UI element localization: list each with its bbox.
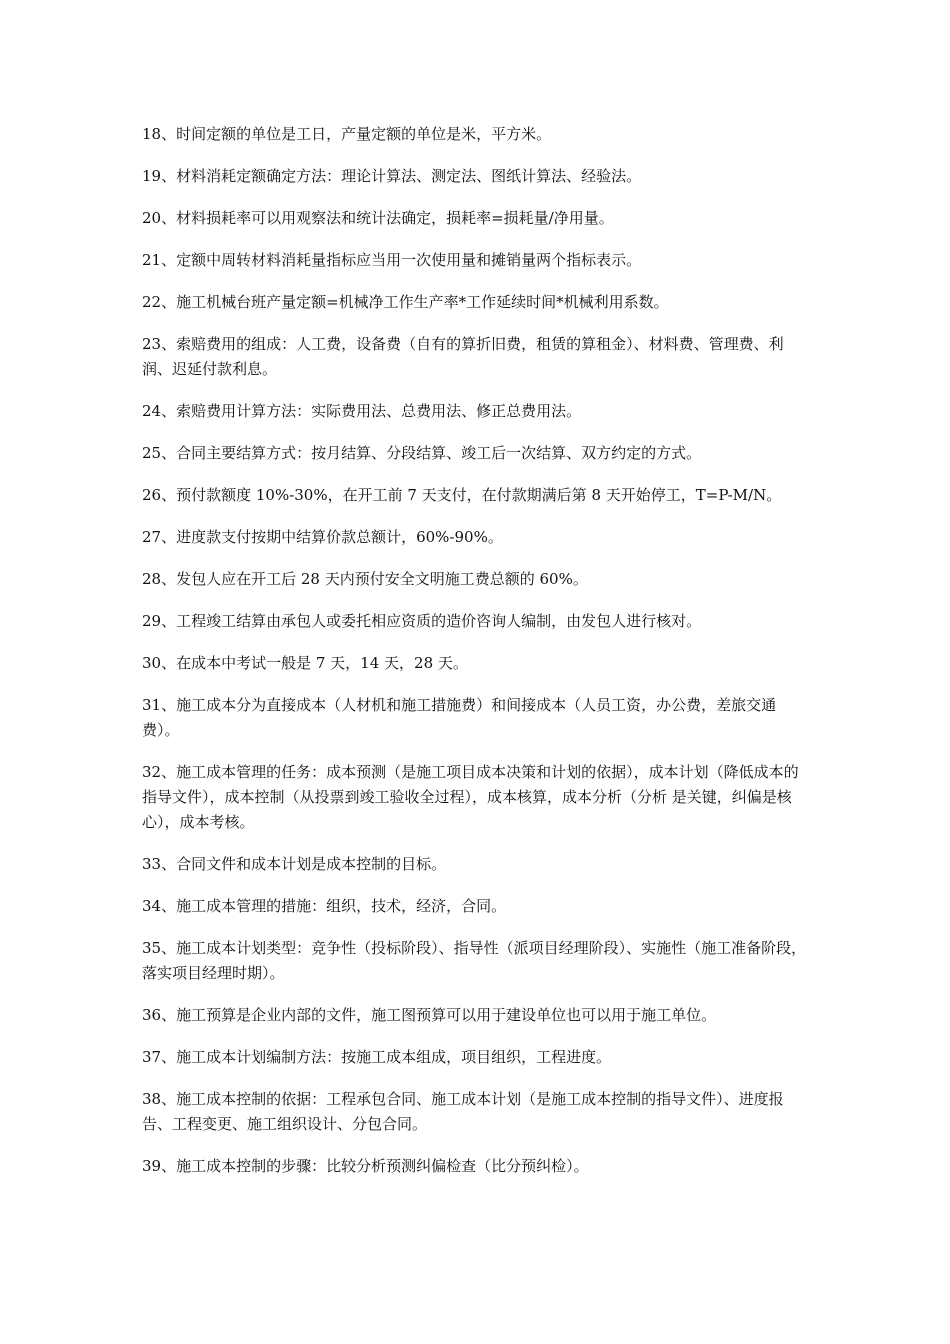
list-item: 19、材料消耗定额确定方法：理论计算法、测定法、图纸计算法、经验法。 bbox=[142, 167, 642, 185]
list-item: 34、施工成本管理的措施：组织，技术，经济，合同。 bbox=[142, 897, 507, 915]
list-item: 33、合同文件和成本计划是成本控制的目标。 bbox=[142, 855, 447, 873]
list-item: 21、定额中周转材料消耗量指标应当用一次使用量和摊销量两个指标表示。 bbox=[142, 251, 642, 269]
list-item: 24、索赔费用计算方法：实际费用法、总费用法、修正总费用法。 bbox=[142, 402, 582, 420]
list-item: 31、施工成本分为直接成本（人材机和施工措施费）和间接成本（人员工资，办公费，差旅交通费）。 bbox=[142, 696, 777, 739]
list-item: 39、施工成本控制的步骤：比较分析预测纠偏检查（比分预纠检）。 bbox=[142, 1157, 589, 1175]
list-item: 29、工程竣工结算由承包人或委托相应资质的造价咨询人编制，由发包人进行核对。 bbox=[142, 612, 702, 630]
list-item: 18、时间定额的单位是工日，产量定额的单位是米，平方米。 bbox=[142, 125, 552, 143]
list-item: 26、预付款额度 10%-30%，在开工前 7 天支付，在付款期满后第 8 天开始停工，T=P-M/N。 bbox=[142, 486, 782, 504]
list-item: 38、施工成本控制的依据：工程承包合同、施工成本计划（是施工成本控制的指导文件）、进度报告、工程变更、施工组织设计、分包合同。 bbox=[142, 1090, 784, 1133]
list-item: 35、施工成本计划类型：竞争性（投标阶段）、指导性（派项目经理阶段）、实施性（施工准备阶段，落实项目经理时期）。 bbox=[142, 939, 807, 982]
list-item: 20、材料损耗率可以用观察法和统计法确定，损耗率=损耗量/净用量。 bbox=[142, 209, 614, 227]
list-item: 36、施工预算是企业内部的文件，施工图预算可以用于建设单位也可以用于施工单位。 bbox=[142, 1006, 717, 1024]
list-item: 28、发包人应在开工后 28 天内预付安全文明施工费总额的 60%。 bbox=[142, 570, 588, 588]
list-item: 27、进度款支付按期中结算价款总额计，60%-90%。 bbox=[142, 528, 503, 546]
document-body bbox=[142, 122, 812, 1196]
list-item: 32、施工成本管理的任务：成本预测（是施工项目成本决策和计划的依据），成本计划（降低成本的指导文件），成本控制（从投票到竣工验收全过程），成本核算，成本分析（分析 是关键，纠偏是核心），成本考核。 bbox=[142, 763, 799, 831]
list-item: 22、施工机械台班产量定额=机械净工作生产率*工作延续时间*机械利用系数。 bbox=[142, 293, 669, 311]
list-item: 37、施工成本计划编制方法：按施工成本组成，项目组织，工程进度。 bbox=[142, 1048, 612, 1066]
list-item: 23、索赔费用的组成：人工费，设备费（自有的算折旧费，租赁的算租金）、材料费、管理费、利润、迟延付款利息。 bbox=[142, 335, 784, 378]
list-item: 30、在成本中考试一般是 7 天，14 天，28 天。 bbox=[142, 654, 468, 672]
list-item: 25、合同主要结算方式：按月结算、分段结算、竣工后一次结算、双方约定的方式。 bbox=[142, 444, 702, 462]
